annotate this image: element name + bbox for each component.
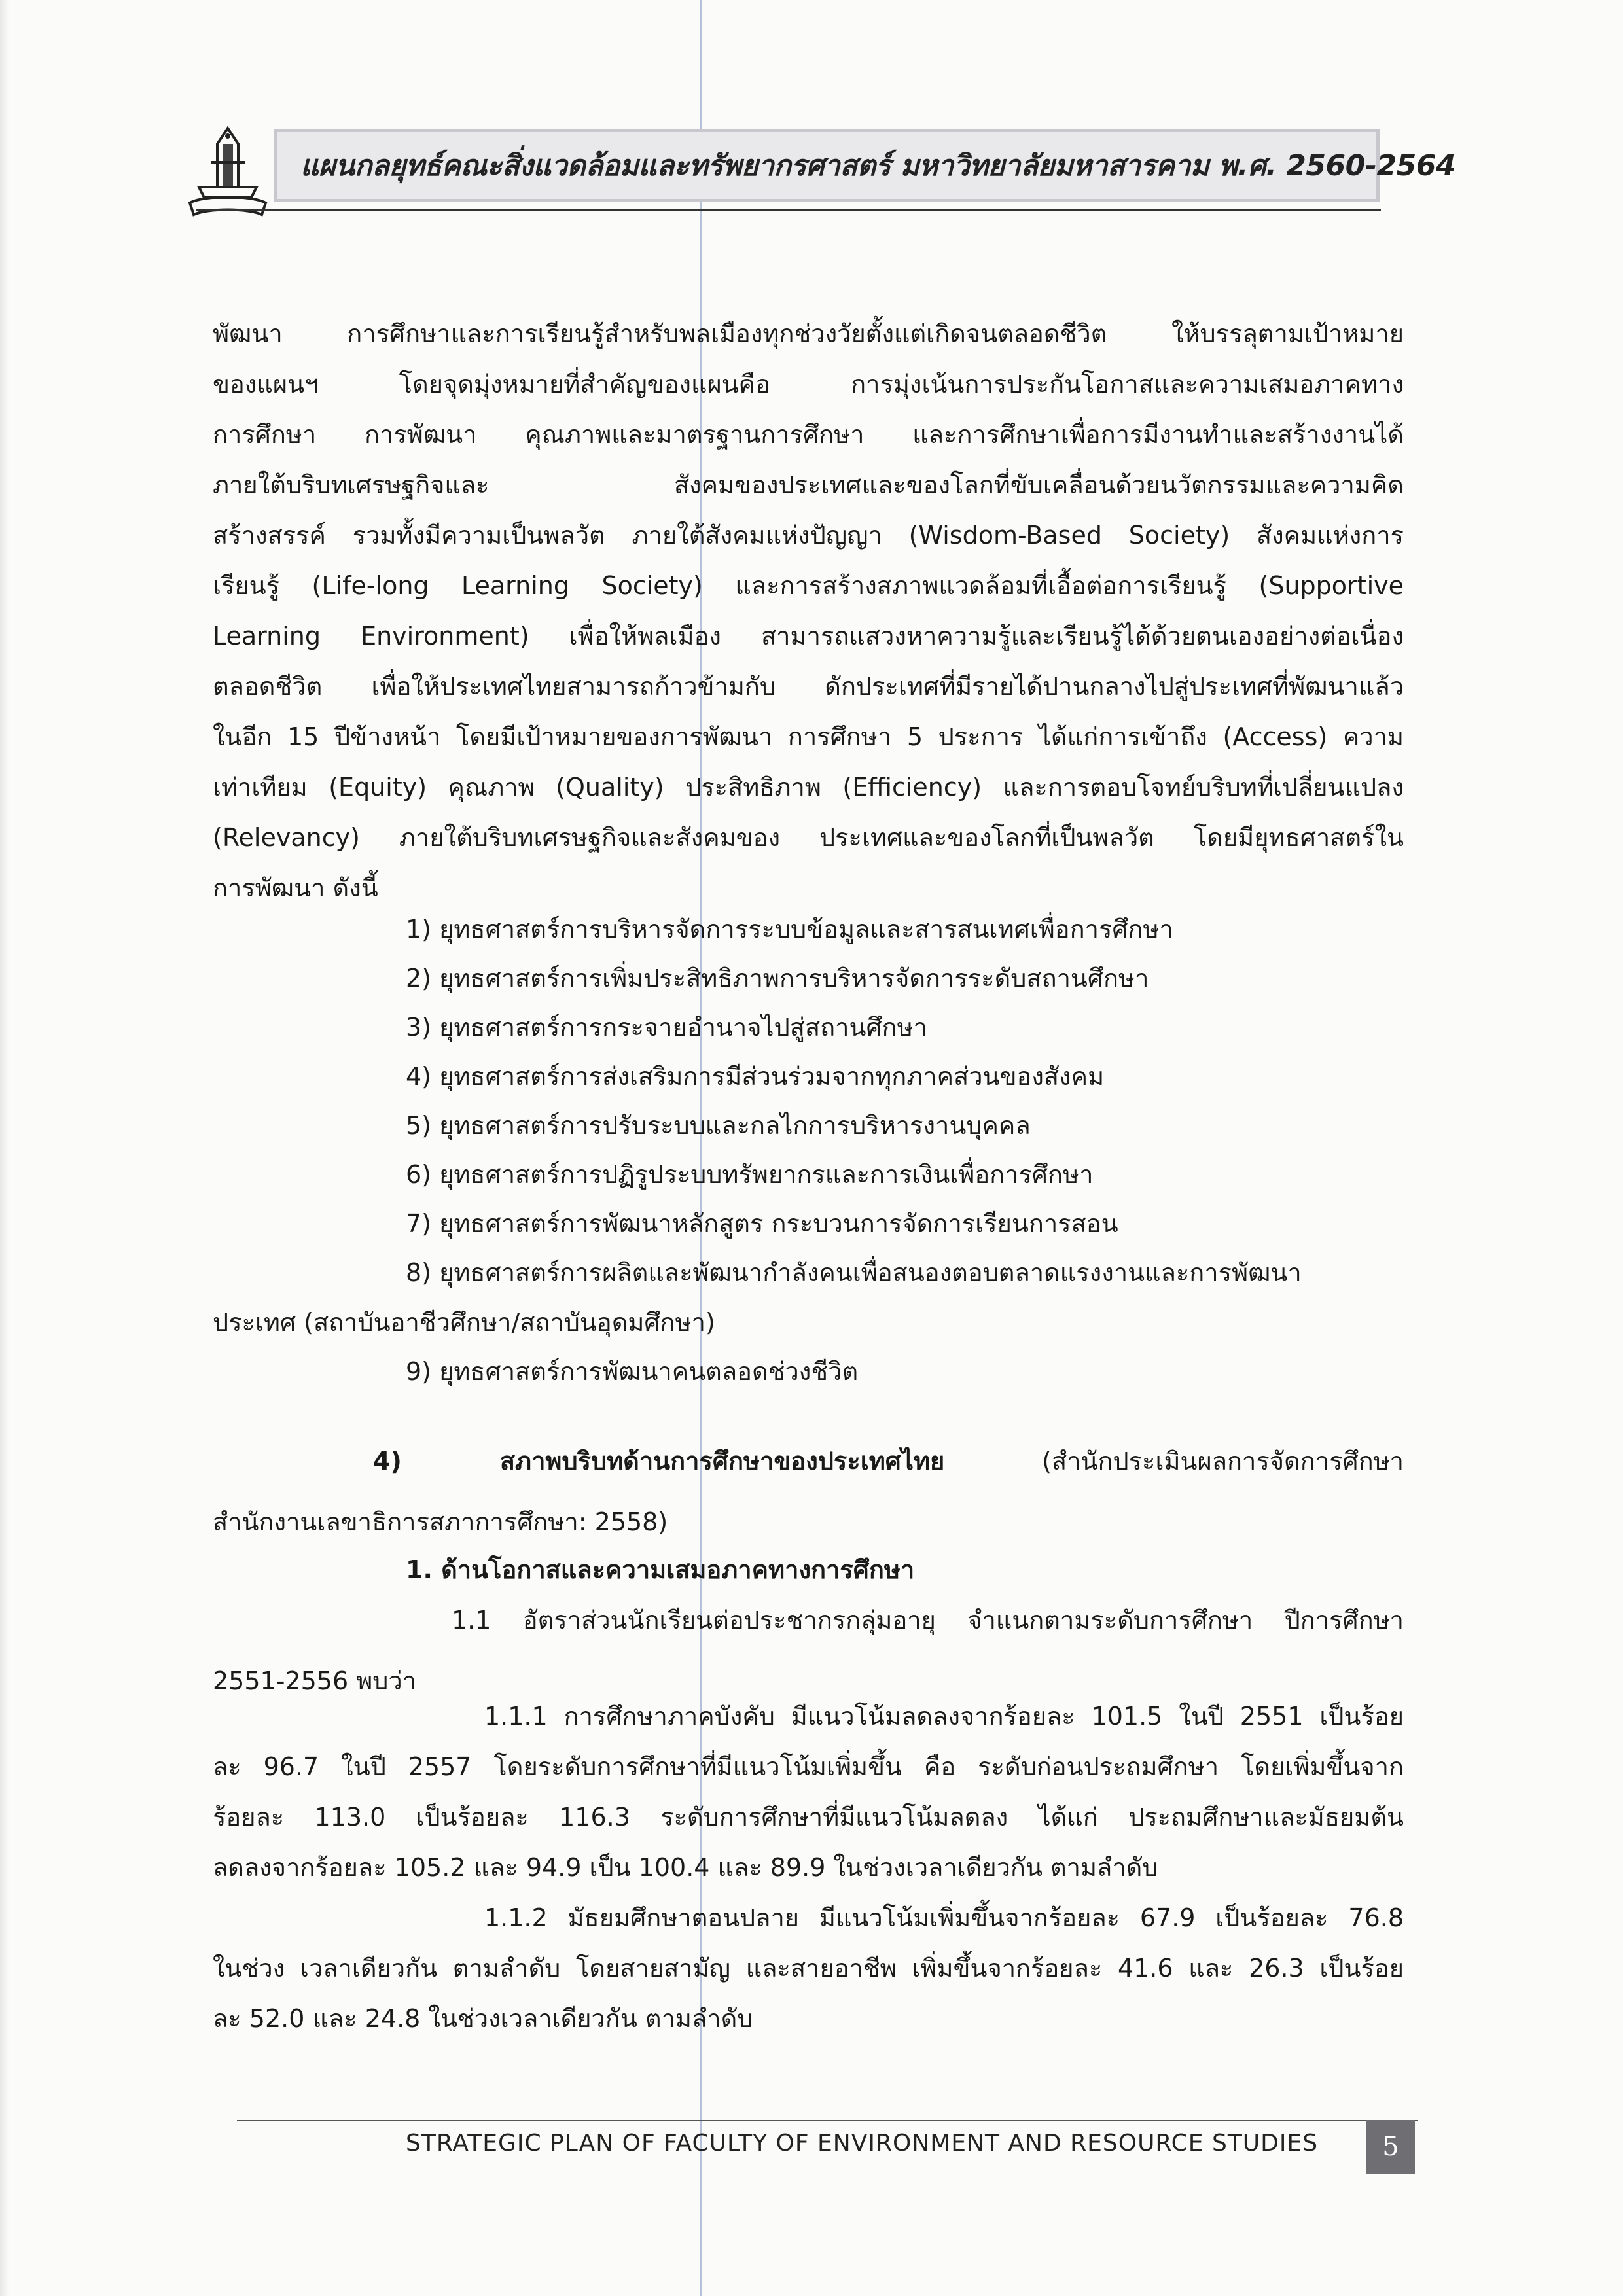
page-number: 5 (1366, 2120, 1415, 2174)
university-logo-icon (185, 124, 271, 222)
strategy-item: 2) ยุทธศาสตร์การเพิ่มประสิทธิภาพการบริหารจัดการระดับสถานศึกษา (406, 964, 1149, 993)
text-line: ลดลงจากร้อยละ 105.2 และ 94.9 เป็น 100.4 และ 89.9 ในช่วงเวลาเดียวกัน ตามลำดับ (213, 1853, 1158, 1882)
footer-rule (237, 2120, 1418, 2121)
text-line: ในอีก 15 ปีข้างหน้า โดยมีเป้าหมายของการพัฒนา การศึกษา 5 ประการ ได้แก่การเข้าถึง (Access) ความ (213, 722, 1404, 751)
strategy-item: 7) ยุทธศาสตร์การพัฒนาหลักสูตร กระบวนการจัดการเรียนการสอน (406, 1209, 1118, 1238)
text-line: พัฒนา การศึกษาและการเรียนรู้สำหรับพลเมืองทุกช่วงวัยตั้งแต่เกิดจนตลอดชีวิต ให้บรรลุตามเป้าหมาย (213, 319, 1404, 348)
text-line: ภายใต้บริบทเศรษฐกิจและ สังคมของประเทศและของโลกที่ขับเคลื่อนด้วยนวัตกรรมและความคิด (213, 470, 1404, 499)
header-banner (274, 129, 1455, 202)
text-line: เท่าเทียม (Equity) คุณภาพ (Quality) ประสิทธิภาพ (Efficiency) และการตอบโจทย์บริบทที่เปลี่ยนแปลง (213, 773, 1404, 802)
item-1-1-2-first (484, 1893, 1404, 1943)
item-1-1-2 (213, 1943, 1404, 2044)
section4-heading (373, 1436, 1404, 1487)
text-line: ร้อยละ 113.0 เป็นร้อยละ 116.3 ระดับการศึกษาที่มีแนวโน้มลดลง ได้แก่ ประถมศึกษาและมัธยมต้น (213, 1803, 1404, 1831)
strategy-item: 8) ยุทธศาสตร์การผลิตและพัฒนากำลังคนเพื่อสนองตอบตลาดแรงงานและการพัฒนา (406, 1258, 1302, 1287)
section4-heading-source-cont: สำนักงานเลขาธิการสภาการศึกษา: 2558) (213, 1508, 668, 1536)
strategy-item: 3) ยุทธศาสตร์การกระจายอำนาจไปสู่สถานศึกษา (406, 1013, 927, 1042)
footer-text: STRATEGIC PLAN OF FACULTY OF ENVIRONMENT AND RESOURCE STUDIES (406, 2130, 1319, 2157)
text-line: Learning Environment) เพื่อให้พลเมือง สามารถแสวงหาความรู้และเรียนรู้ได้ด้วยตนเองอย่างต่อเนื่อง (213, 622, 1404, 650)
item-1-1 (452, 1595, 1404, 1646)
header-title: แผนกลยุทธ์คณะสิ่งแวดล้อมและทรัพยากรศาสตร์ มหาวิทยาลัยมหาสารคาม พ.ศ. 2560-2564 (300, 149, 1455, 183)
text-line: ตลอดชีวิต เพื่อให้ประเทศไทยสามารถก้าวข้ามกับ ดักประเทศที่มีรายได้ปานกลางไปสู่ประเทศที่พัฒนาแล้ว (213, 672, 1404, 701)
scan-edge-shadow (0, 0, 9, 2296)
strategy-item: 1) ยุทธศาสตร์การบริหารจัดการระบบข้อมูลและสารสนเทศเพื่อการศึกษา (406, 915, 1173, 944)
text-line: เรียนรู้ (Life-long Learning Society) และการสร้างสภาพแวดล้อมที่เอื้อต่อการเรียนรู้ (Supportive (213, 571, 1404, 600)
text-line: สร้างสรรค์ รวมทั้งมีความเป็นพลวัต ภายใต้สังคมแห่งปัญญา (Wisdom-Based Society) สังคมแห่งการ (213, 521, 1404, 550)
text-line: ละ 96.7 ในปี 2557 โดยระดับการศึกษาที่มีแนวโน้มเพิ่มขึ้น คือ ระดับก่อนประถมศึกษา โดยเพิ่มขึ้นจาก (213, 1752, 1404, 1781)
text-line: ละ 52.0 และ 24.8 ในช่วงเวลาเดียวกัน ตามลำดับ (213, 2004, 753, 2033)
text-line: ในช่วง เวลาเดียวกัน ตามลำดับ โดยสายสามัญ และสายอาชีพ เพิ่มขึ้นจากร้อยละ 41.6 และ 26.3 เป็นร้อย (213, 1954, 1404, 1983)
text-line: การพัฒนา ดังนี้ (213, 874, 378, 902)
text-line: 2551-2556 พบว่า (213, 1667, 417, 1695)
strategy-item: 5) ยุทธศาสตร์การปรับระบบและกลไกการบริหารงานบุคคล (406, 1111, 1031, 1140)
item-1-1-1-first (484, 1691, 1404, 1742)
text-line: ของแผนฯ โดยจุดมุ่งหมายที่สำคัญของแผนคือ การมุ่งเน้นการประกันโอกาสและความเสมอภาคทาง (213, 370, 1404, 398)
subsection-heading: 1. ด้านโอกาสและความเสมอภาคทางการศึกษา (406, 1555, 915, 1584)
section4-heading-title: 4) สภาพบริบทด้านการศึกษาของประเทศไทย (373, 1447, 945, 1475)
text-line: (Relevancy) ภายใต้บริบทเศรษฐกิจและสังคมของ ประเทศและของโลกที่เป็นพลวัต โดยมียุทธศาสตร์ใน (213, 823, 1404, 852)
intro-paragraph (213, 309, 1404, 913)
strategy-item: 6) ยุทธศาสตร์การปฏิรูประบบทรัพยากรและการเงินเพื่อการศึกษา (406, 1160, 1094, 1189)
text-line: การศึกษา การพัฒนา คุณภาพและมาตรฐานการศึกษา และการศึกษาเพื่อการมีงานทำและสร้างงานได้ (213, 420, 1404, 449)
strategy-item-continuation: ประเทศ (สถาบันอาชีวศึกษา/สถาบันอุดมศึกษา) (213, 1308, 715, 1337)
strategy-item: 9) ยุทธศาสตร์การพัฒนาคนตลอดช่วงชีวิต (406, 1357, 859, 1386)
text-line: 1.1.2 มัธยมศึกษาตอนปลาย มีแนวโน้มเพิ่มขึ้นจากร้อยละ 67.9 เป็นร้อยละ 76.8 (484, 1903, 1404, 1932)
item-1-1-1 (213, 1742, 1404, 1893)
text-line: 1.1.1 การศึกษาภาคบังคับ มีแนวโน้มลดลงจากร้อยละ 101.5 ในปี 2551 เป็นร้อย (484, 1702, 1404, 1731)
section4-heading-source: (สำนักประเมินผลการจัดการศึกษา (944, 1447, 1404, 1475)
text-line: 1.1 อัตราส่วนนักเรียนต่อประชากรกลุ่มอายุ จำแนกตามระดับการศึกษา ปีการศึกษา (452, 1606, 1404, 1634)
header-rule (196, 209, 1381, 211)
strategy-item: 4) ยุทธศาสตร์การส่งเสริมการมีส่วนร่วมจากทุกภาคส่วนของสังคม (406, 1062, 1105, 1091)
strategy-list (406, 905, 1302, 1298)
